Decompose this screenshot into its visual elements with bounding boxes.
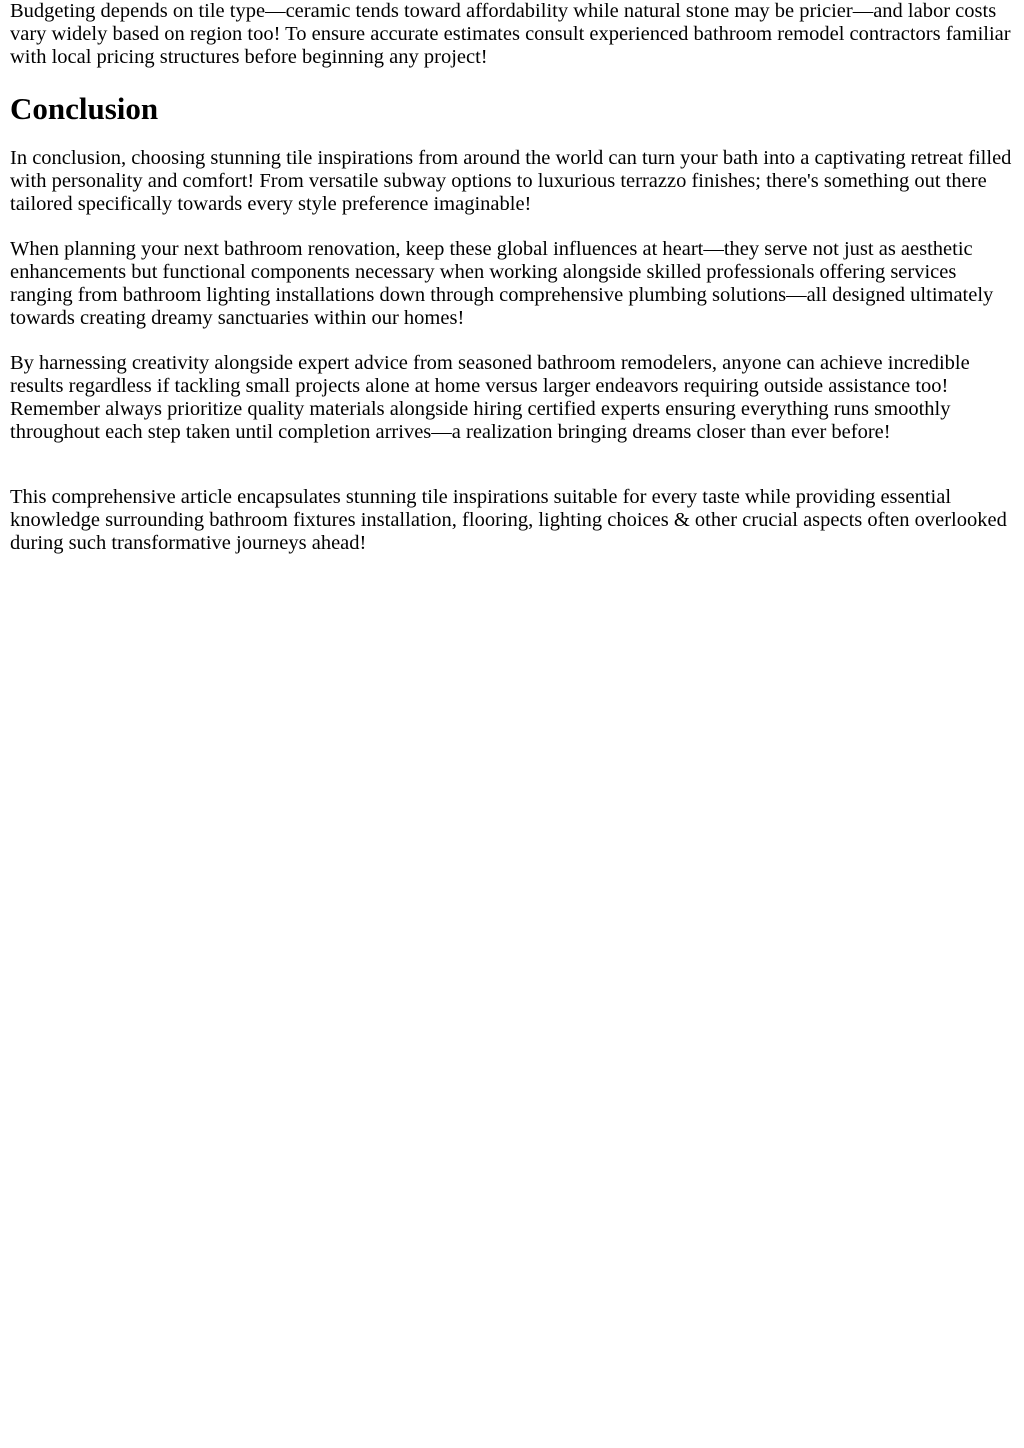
conclusion-paragraph-1: In conclusion, choosing stunning tile inspirations from around the world can turn your bath into a captivating retreat filled with personality and comfort! From versatile subway options to luxurious terrazzo finishes; there's something out there tailored specifically towards every style preference imaginable! — [10, 147, 1012, 215]
summary-paragraph: This comprehensive article encapsulates stunning tile inspirations suitable for every taste while providing essential knowledge surrounding bathroom fixtures installation, flooring, lighting choices & other crucial aspects often overlooked during such transformative journeys ahead! — [10, 486, 1007, 554]
conclusion-paragraph-3: By harnessing creativity alongside expert advice from seasoned bathroom remodelers, anyone can achieve incredible results regardless if tackling small projects alone at home versus larger endeavors requiring outside assistance too! Remember always prioritize quality materials alongside hiring certified experts ensuring everything runs smoothly throughout each step taken until completion arrives—a realization bringing dreams closer than ever before! — [10, 352, 970, 443]
conclusion-heading: Conclusion — [10, 91, 159, 126]
article-body — [0, 0, 1024, 555]
section-spacer — [10, 466, 1014, 486]
budgeting-paragraph: Budgeting depends on tile type—ceramic tends toward affordability while natural stone may be pricier—and labor costs vary widely based on region too! To ensure accurate estimates consult experienced bathroom remodel contractors familiar with local pricing structures before beginning any project! — [10, 0, 1011, 68]
conclusion-paragraph-2: When planning your next bathroom renovation, keep these global influences at heart—they serve not just as aesthetic enhancements but functional components necessary when working alongside skilled professionals offering services ranging from bathroom lighting installations down through comprehensive plumbing solutions—all designed ultimately towards creating dreamy sanctuaries within our homes! — [10, 238, 994, 329]
